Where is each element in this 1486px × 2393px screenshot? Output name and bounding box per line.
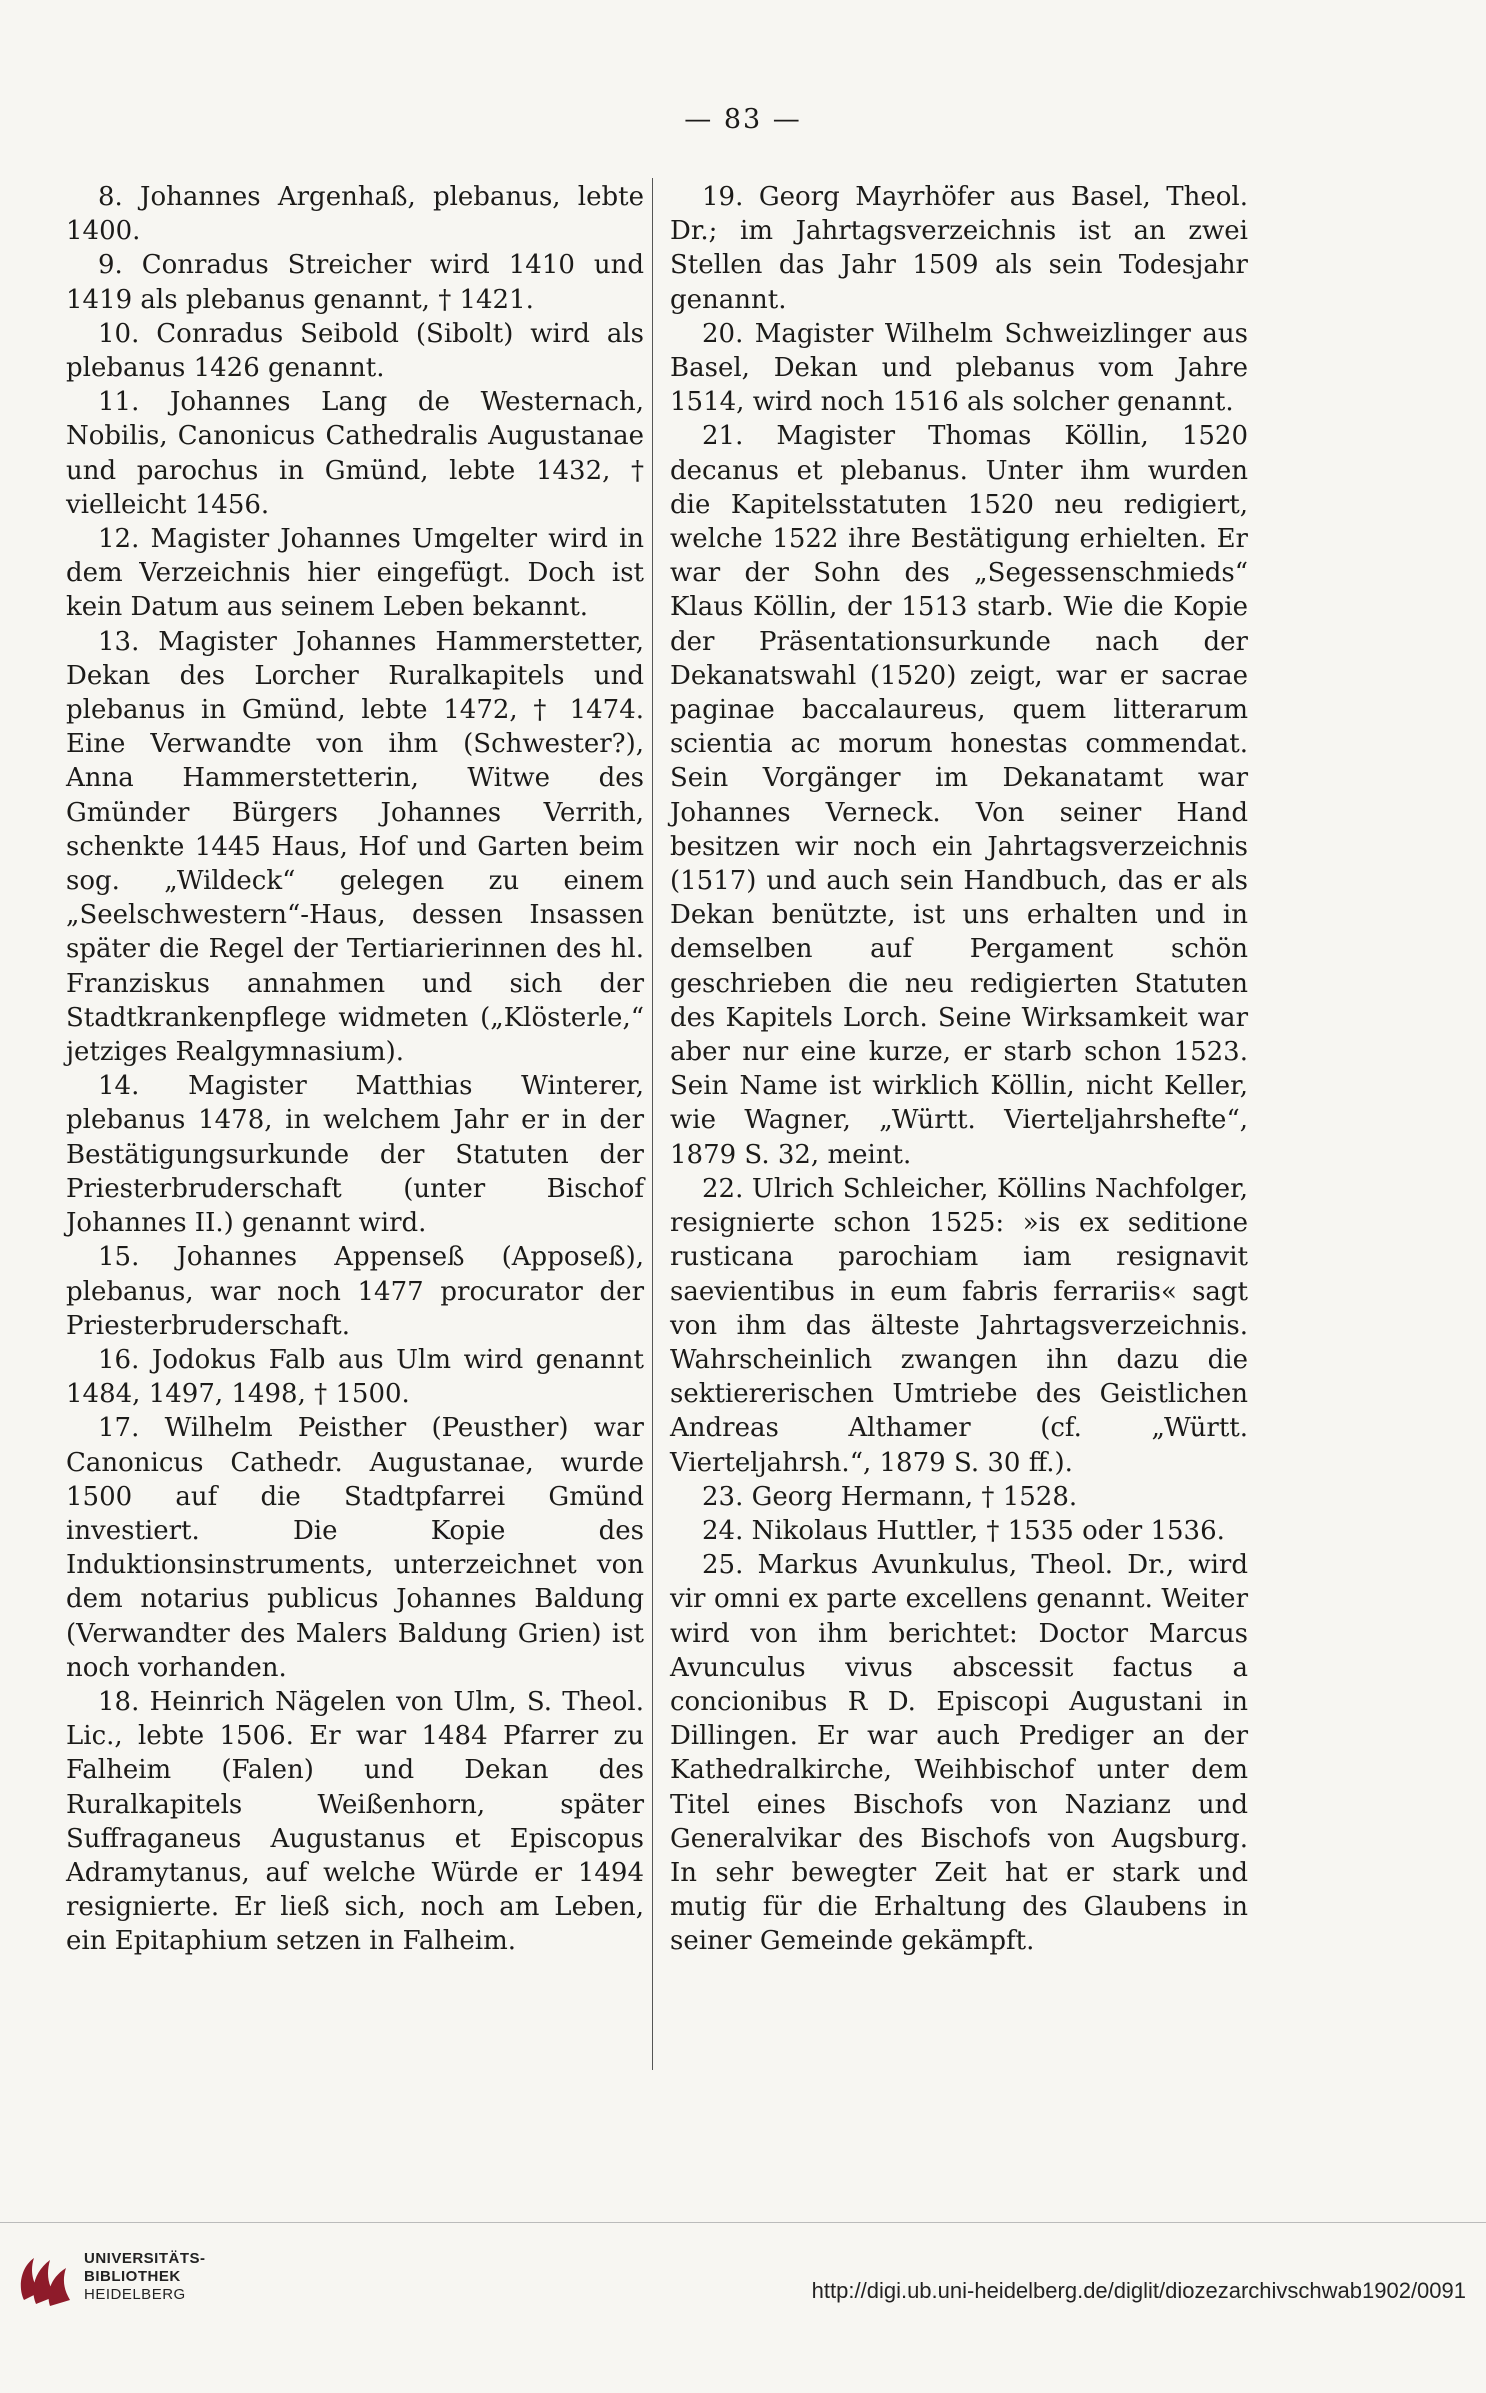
entry-11: 11. Johannes Lang de Westernach, Nobilis, Canonicus Cathedralis Augustanae und parochus in Gmünd, lebte 1432, † vielleicht 1456. <box>66 387 644 520</box>
entry-15: 15. Johannes Appenseß (Apposeß), plebanus, war noch 1477 procurator der Priesterbruderschaft. <box>66 1242 644 1341</box>
library-line-3: HEIDELBERG <box>84 2286 186 2303</box>
entry-13: 13. Magister Johannes Hammerstetter, Dekan des Lorcher Ruralkapitels und plebanus in Gmünd, lebte 1472, † 1474. Eine Verwandte von ihm (Schwester?), Anna Hammerstetterin, Witwe des Gmünder Bürgers Johannes Verrith, schenkte 1445 Haus, Hof und Garten beim sog. „Wildeck“ gelegen zu einem „Seelschwestern“-Haus, dessen Insassen später die Regel der Tertiarierinnen des hl. Franziskus annahmen und sich der Stadtkrankenpflege widmeten („Klösterle,“ jetziges Realgymnasium). <box>66 626 644 1068</box>
entry-18: 18. Heinrich Nägelen von Ulm, S. Theol. Lic., lebte 1506. Er war 1484 Pfarrer zu Falheim (Falen) und Dekan des Ruralkapitels Weißenhorn, später Suffraganeus Augustanus et Episcopus Adramytanus, auf welche Würde er 1494 resignierte. Er ließ sich, noch am Leben, ein Epitaphium setzen in Falheim. <box>66 1686 644 1957</box>
entry-8: 8. Johannes Argenhaß, plebanus, lebte 1400. <box>66 182 644 247</box>
entry-22: 22. Ulrich Schleicher, Köllins Nachfolger, resignierte schon 1525: »is ex seditione rusticana parochiam iam resignavit saevientibus in eum fabris ferrariis« sagt von ihm das älteste Jahrtagsverzeichnis. Wahrscheinlich zwangen ihn dazu die sektiererischen Umtriebe des Geistlichen Andreas Althamer (cf. „Württ. Vierteljahrsh.“, 1879 S. 30 ff.). <box>670 1173 1248 1478</box>
library-line-2: BIBLIOTHEK <box>84 2268 181 2285</box>
entry-23: 23. Georg Hermann, † 1528. <box>702 1481 1078 1512</box>
entry-24: 24. Nikolaus Huttler, † 1535 oder 1536. <box>702 1515 1225 1546</box>
university-library-logo-icon <box>16 2248 72 2308</box>
left-column <box>66 180 644 1959</box>
entry-10: 10. Conradus Seibold (Sibolt) wird als plebanus 1426 genannt. <box>66 318 644 384</box>
footer-divider <box>0 2222 1486 2223</box>
entry-17: 17. Wilhelm Peisther (Peusther) war Canonicus Cathedr. Augustanae, wurde 1500 auf die Stadtpfarrei Gmünd investiert. Die Kopie des Induktionsinstruments, unterzeichnet von dem notarius publicus Johannes Baldung (Verwandter des Malers Baldung Grien) ist noch vorhanden. <box>66 1413 644 1683</box>
library-line-1: UNIVERSITÄTS- <box>84 2250 206 2267</box>
entry-16: 16. Jodokus Falb aus Ulm wird genannt 1484, 1497, 1498, † 1500. <box>66 1344 644 1410</box>
entry-9: 9. Conradus Streicher wird 1410 und 1419 als plebanus genannt, † 1421. <box>66 250 644 315</box>
entry-14: 14. Magister Matthias Winterer, plebanus 1478, in welchem Jahr er in der Bestätigungsurkunde der Statuten der Priesterbruderschaft (unter Bischof Johannes II.) genannt wird. <box>66 1071 644 1239</box>
page-number: — 83 — <box>684 104 802 135</box>
entry-20: 20. Magister Wilhelm Schweizlinger aus Basel, Dekan und plebanus vom Jahre 1514, wird noch 1516 als solcher genannt. <box>670 318 1248 418</box>
entry-21: 21. Magister Thomas Köllin, 1520 decanus et plebanus. Unter ihm wurden die Kapitelsstatuten 1520 neu redigiert, welche 1522 ihre Bestätigung erhielten. Er war der Sohn des „Segessenschmieds“ Klaus Köllin, der 1513 starb. Wie die Kopie der Präsentationsurkunde nach der Dekanatswahl (1520) zeigt, war er sacrae paginae baccalaureus, quem litterarum scientia ac morum honestas commendat. Sein Vorgänger im Dekanatamt war Johannes Verneck. Von seiner Hand besitzen wir noch ein Jahrtagsverzeichnis (1517) und auch sein Handbuch, das er als Dekan benützte, ist uns erhalten und in demselben auf Pergament schön geschrieben die neu redigierten Statuten des Kapitels Lorch. Seine Wirksamkeit war aber nur eine kurze, er starb schon 1523. Sein Name ist wirklich Köllin, nicht Keller, wie Wagner, „Württ. Vierteljahrshefte“, 1879 S. 32, meint. <box>670 421 1248 1170</box>
entry-12: 12. Magister Johannes Umgelter wird in dem Verzeichnis hier eingefügt. Doch ist kein Datum aus seinem Leben bekannt. <box>66 524 644 623</box>
column-divider <box>652 178 653 2070</box>
entry-19: 19. Georg Mayrhöfer aus Basel, Theol. Dr.; im Jahrtagsverzeichnis ist an zwei Stellen das Jahr 1509 als sein Todesjahr genannt. <box>670 182 1248 315</box>
right-column <box>670 180 1248 1959</box>
source-url[interactable]: http://digi.ub.uni-heidelberg.de/diglit/diozezarchivschwab1902/0091 <box>811 2278 1466 2303</box>
library-name <box>84 2250 206 2304</box>
entry-25: 25. Markus Avunkulus, Theol. Dr., wird vir omni ex parte excellens genannt. Weiter wird von ihm berichtet: Doctor Marcus Avunculus vivus abscessit factus a concionibus R D. Episcopi Augustani in Dillingen. Er war auch Prediger an der Kathedralkirche, Weihbischof unter dem Titel eines Bischofs von Nazianz und Generalvikar des Bischofs von Augsburg. In sehr bewegter Zeit hat er stark und mutig für die Erhaltung des Glaubens in seiner Gemeinde gekämpft. <box>670 1550 1248 1957</box>
